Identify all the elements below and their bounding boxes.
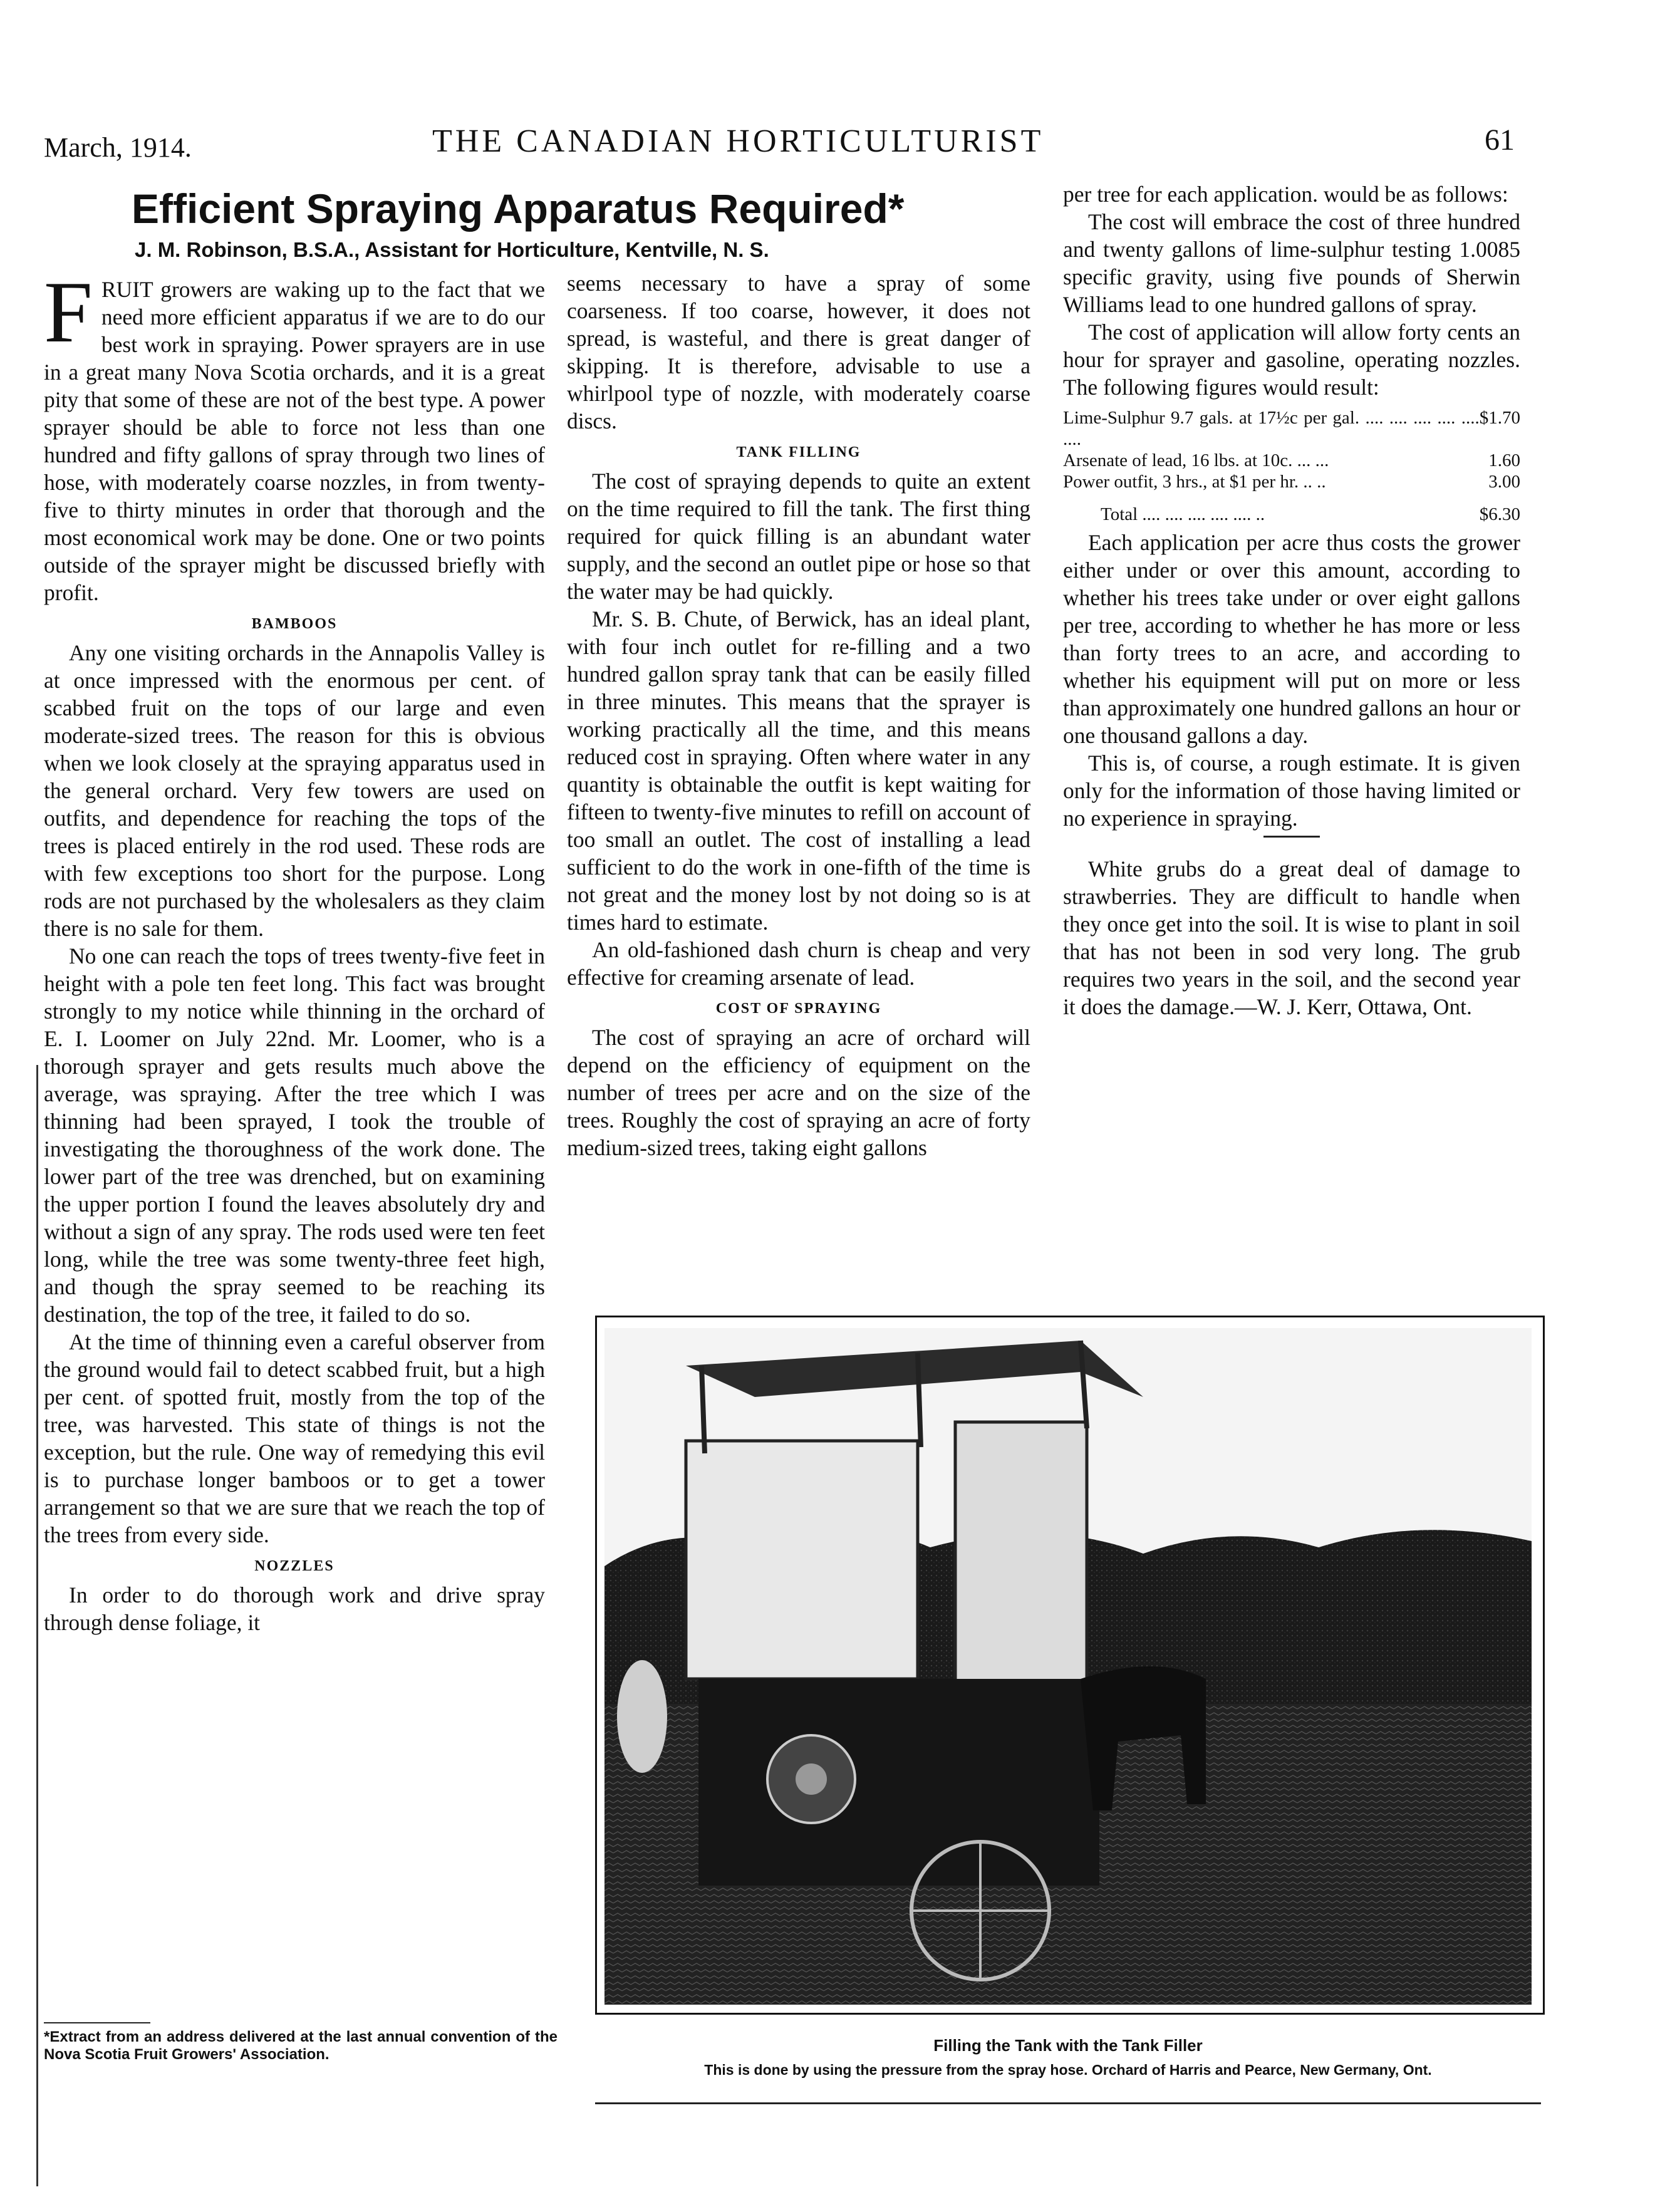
photograph-tank-filler — [604, 1328, 1532, 2005]
subheading-nozzles: NOZZLES — [254, 1558, 335, 1574]
paragraph: per tree for each application. would be as follows: — [1063, 182, 1508, 207]
paragraph: An old-fashioned dash churn is cheap and very effective for creaming arsenate of lead. — [567, 937, 1030, 990]
column-2 — [567, 269, 1030, 1161]
cost-amount: $1.70 — [1479, 408, 1520, 428]
cost-item: Power outfit, 3 hrs., at $1 per hr. .. .. — [1063, 472, 1326, 492]
paragraph: At the time of thinning even a careful observer from the ground would fail to detect scabbed fruit, but a high per cent. of spotted fruit, mostly from the top of the tree, was harvested. This state of things is not the exception, but the rule. One way of remedying this evil is to purchase longer bamboos or to get a tower arrangement so that we are sure that we reach the top of the trees from every side. — [44, 1329, 545, 1547]
total-amount: $6.30 — [1479, 504, 1520, 524]
subheading-tank-filling: TANK FILLING — [736, 444, 861, 460]
paragraph: This is, of course, a rough estimate. It is given only for the information of those having limited or no experience in spraying. — [1063, 750, 1520, 831]
paragraph: Mr. S. B. Chute, of Berwick, has an ideal plant, with four inch outlet for re-filling and a two hundred gallon spray tank that can be easily filled in three minutes. This means that the sprayer is working practically all the time, and this means reduced cost in spraying. Often where water in any quantity is obtainable the outfit is kept waiting for fifteen to twenty-five minutes to refill on account of too small an outlet. The cost of installing a lead sufficient to do the work in one-fifth of the time is not great and the money lost by not doing so is at times hard to estimate. — [567, 606, 1030, 935]
table-row — [1063, 471, 1520, 492]
paragraph: No one can reach the tops of trees twenty-five feet in height with a pole ten feet long. This fact was brought strongly to my notice while thinning in the orchard of E. I. Loomer on July 22nd. Mr. Loomer, who is a thorough sprayer and gets results much above the average, was spraying. After the tree which I was thinning had been sprayed, I took the trouble of investigating the thoroughness of the work done. The lower part of the tree was drenched, but on examining the upper portion I found the leaves absolutely dry and without a sign of any spray. The rods used were ten feet long, while the tree was some twenty-three feet high, and though the spray seemed to be reaching its destination, the top of the tree, it failed to do so. — [44, 943, 545, 1327]
subheading-cost-of-spraying: COST OF SPRAYING — [715, 1000, 882, 1017]
margin-rule — [36, 1065, 38, 2186]
paragraph: Any one visiting orchards in the Annapolis Valley is at once impressed with the enormous per cent. of scabbed fruit on the tops of our large and even moderate-sized trees. The reason for this is obvious when we look closely at the spraying apparatus used in the general orchard. Very few towers are used on outfits, and dependence for reaching the tops of the trees is placed entirely in the rod used. These rods are with few exceptions too short for the purpose. Long rods are not purchased by the wholesalers as they claim there is no sale for them. — [44, 640, 545, 941]
footnote: *Extract from an address delivered at the last annual convention of the Nova Scotia Fruit Growers' Association. — [44, 2028, 558, 2063]
cost-item: Arsenate of lead, 16 lbs. at 10c. ... ... — [1063, 450, 1329, 470]
caption-divider — [595, 2102, 1541, 2104]
paragraph: FRUIT growers are waking up to the fact that we need more efficient apparatus if we are to do our best work in spraying. Power sprayers are in use in a great many Nova Scotia orchards, and it is a great pity that some of these are not of the best type. A power sprayer should be able to force not less than one hundred and fifty gallons of spray through two lines of hose, with moderately coarse nozzles, in from twenty-five to thirty minutes in order that thorough and the most economical work may be done. One or two points outside of the sprayer might be discussed briefly with profit. — [44, 264, 545, 605]
table-row — [1063, 450, 1520, 471]
cost-table — [1063, 407, 1520, 525]
subheading-bamboos: BAMBOOS — [251, 616, 338, 632]
page-number: 61 — [1485, 123, 1515, 157]
paragraph: The cost of application will allow forty cents an hour for sprayer and gasoline, operating nozzles. The following figures would result: — [1063, 319, 1520, 400]
journal-title: THE CANADIAN HORTICULTURIST — [432, 123, 1044, 159]
divider — [1263, 836, 1320, 838]
cost-item: Lime-Sulphur 9.7 gals. at 17½c per gal. .... .... .... .... .... .... — [1063, 408, 1480, 449]
footnote-divider — [44, 2022, 150, 2023]
table-row-total — [1063, 492, 1520, 525]
table-row — [1063, 407, 1520, 450]
article-byline: J. M. Robinson, B.S.A., Assistant for Horticulture, Kentville, N. S. — [135, 238, 769, 261]
paragraph: In order to do thorough work and drive spray through dense foliage, it — [44, 1582, 545, 1635]
article-title: Efficient Spraying Apparatus Required* — [132, 185, 905, 232]
cost-amount: 3.00 — [1488, 472, 1520, 492]
issue-date: March, 1914. — [44, 132, 192, 163]
column-1 — [44, 264, 545, 1636]
total-label: Total .... .... .... .... .... .. — [1101, 504, 1265, 524]
paragraph: The cost will embrace the cost of three hundred and twenty gallons of lime-sulphur testing 1.0085 specific gravity, using five pounds of Sherwin Williams lead to one hundred gallons of spray. — [1063, 209, 1520, 317]
paragraph: seems necessary to have a spray of some coarseness. If too coarse, however, it does not spread, is wasteful, and there is great danger of skipping. It is therefore, advisable to use a whirlpool type of nozzle, with moderately coarse discs. — [567, 271, 1030, 434]
photo-caption-text: This is done by using the pressure from the spray hose. Orchard of Harris and Pearce, New Germany, Ont. — [704, 2062, 1432, 2078]
paragraph: The cost of spraying an acre of orchard will depend on the efficiency of equipment on the number of trees per acre and on the size of the trees. Roughly the cost of spraying an acre of forty medium-sized trees, taking eight gallons — [567, 1025, 1030, 1160]
photo-caption-title: Filling the Tank with the Tank Filler — [933, 2036, 1203, 2055]
column-3 — [1063, 180, 1520, 1020]
paragraph: White grubs do a great deal of damage to strawberries. They are difficult to handle when they once get into the soil. It is wise to plant in soil that has not been in sod very long. The grub requires two years in the soil, and the second year it does the damage.—W. J. Kerr, Ottawa, Ont. — [1063, 856, 1520, 1019]
drop-cap: F — [44, 264, 93, 361]
paragraph: The cost of spraying depends to quite an extent on the time required to fill the tank. The first thing required for quick filling is an abundant water supply, and the second an outlet pipe or hose so that the water may be had quickly. — [567, 469, 1030, 604]
cost-amount: 1.60 — [1488, 450, 1520, 470]
paragraph: Each application per acre thus costs the grower either under or over this amount, according to whether his trees take under or over eight gallons per tree, according to whether he has more or less than forty trees to an acre, and according to whether his equipment will put on more or less than approximately one hundred gallons an hour or one thousand gallons a day. — [1063, 530, 1520, 748]
